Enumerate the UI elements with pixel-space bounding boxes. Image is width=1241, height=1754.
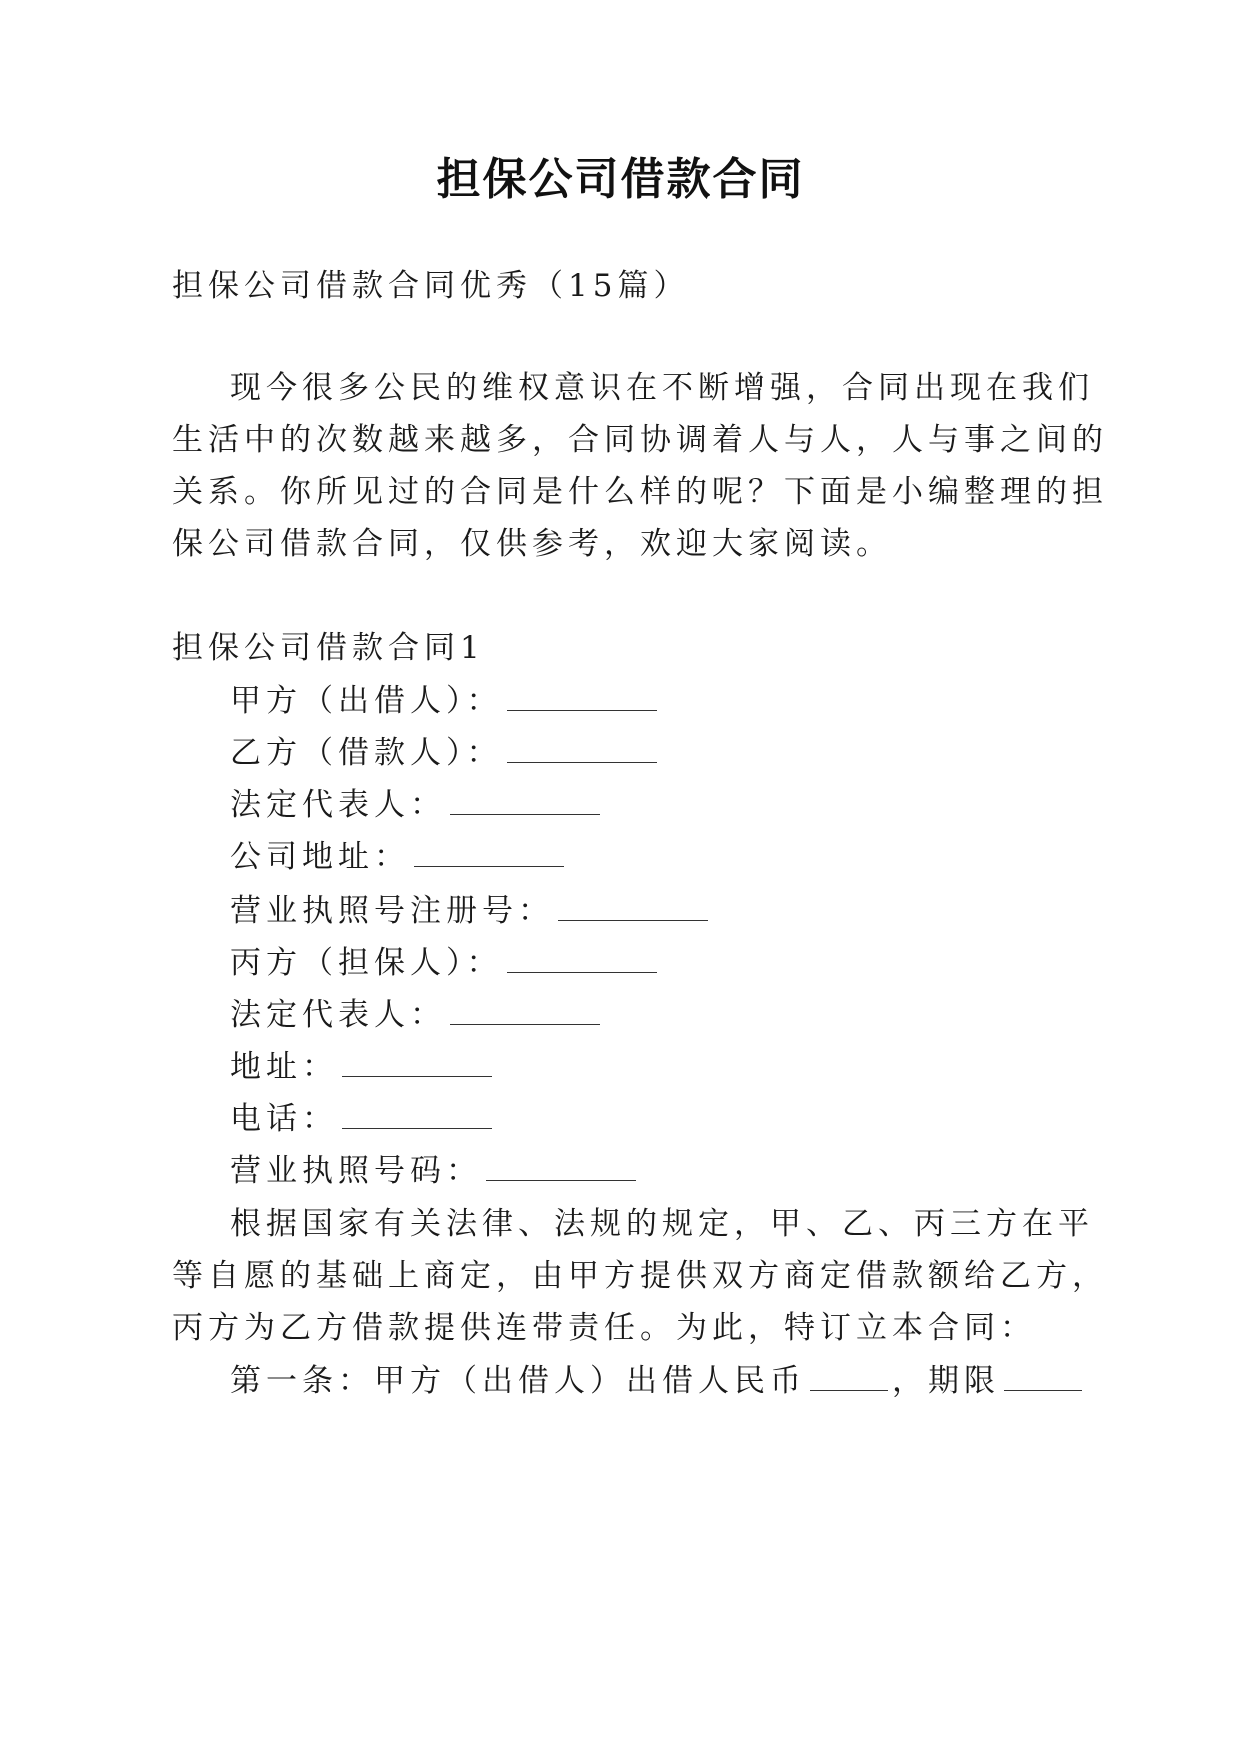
field-party-a xyxy=(230,680,657,721)
field-address xyxy=(230,1046,492,1087)
fill-in-blank xyxy=(414,836,564,867)
fill-in-blank xyxy=(507,680,657,711)
article-1 xyxy=(230,1360,1086,1401)
fill-in-blank xyxy=(342,1046,492,1077)
field-label: 甲方（出借人）： xyxy=(230,683,503,719)
field-party-c xyxy=(230,942,657,983)
body-line-3: 丙方为乙方借款提供连带责任。为此，特订立本合同： xyxy=(172,1310,1036,1346)
field-legal-rep-2 xyxy=(230,994,600,1035)
body-line-1: 根据国家有关法律、法规的规定，甲、乙、丙三方在平 xyxy=(230,1206,1094,1242)
field-label: 法定代表人： xyxy=(230,787,446,823)
field-label: 电话： xyxy=(230,1101,338,1137)
field-label: 乙方（借款人）： xyxy=(230,735,503,771)
intro-line-3: 关系。你所见过的合同是什么样的呢？下面是小编整理的担 xyxy=(172,474,1108,510)
field-business-license-no xyxy=(230,1150,636,1191)
field-label: 法定代表人： xyxy=(230,997,446,1033)
field-company-address xyxy=(230,836,564,877)
article-1-part-1: 第一条：甲方（出借人）出借人民币 xyxy=(230,1363,806,1399)
article-1-part-2: ，期限 xyxy=(892,1363,1000,1399)
fill-in-blank xyxy=(342,1098,492,1129)
field-label: 营业执照号码： xyxy=(230,1153,482,1189)
section-heading: 担保公司借款合同1 xyxy=(172,630,485,666)
fill-in-blank xyxy=(450,994,600,1025)
intro-line-2: 生活中的次数越来越多，合同协调着人与人，人与事之间的 xyxy=(172,422,1108,458)
field-label: 地址： xyxy=(230,1049,338,1085)
fill-in-blank xyxy=(810,1360,888,1391)
field-party-b xyxy=(230,732,657,773)
fill-in-blank xyxy=(558,890,708,921)
fill-in-blank xyxy=(1004,1360,1082,1391)
field-legal-rep-1 xyxy=(230,784,600,825)
field-label: 公司地址： xyxy=(230,839,410,875)
field-phone xyxy=(230,1098,492,1139)
intro-line-1: 现今很多公民的维权意识在不断增强，合同出现在我们 xyxy=(230,370,1094,406)
document-subtitle: 担保公司借款合同优秀（15篇） xyxy=(172,268,690,304)
intro-line-4: 保公司借款合同，仅供参考，欢迎大家阅读。 xyxy=(172,526,892,562)
fill-in-blank xyxy=(450,784,600,815)
document-title: 担保公司借款合同 xyxy=(436,154,805,205)
body-line-2: 等自愿的基础上商定，由甲方提供双方商定借款额给乙方， xyxy=(172,1258,1108,1294)
field-label: 营业执照号注册号： xyxy=(230,893,554,929)
field-label: 丙方（担保人）： xyxy=(230,945,503,981)
fill-in-blank xyxy=(507,942,657,973)
fill-in-blank xyxy=(486,1150,636,1181)
field-business-license-reg xyxy=(230,890,708,931)
fill-in-blank xyxy=(507,732,657,763)
